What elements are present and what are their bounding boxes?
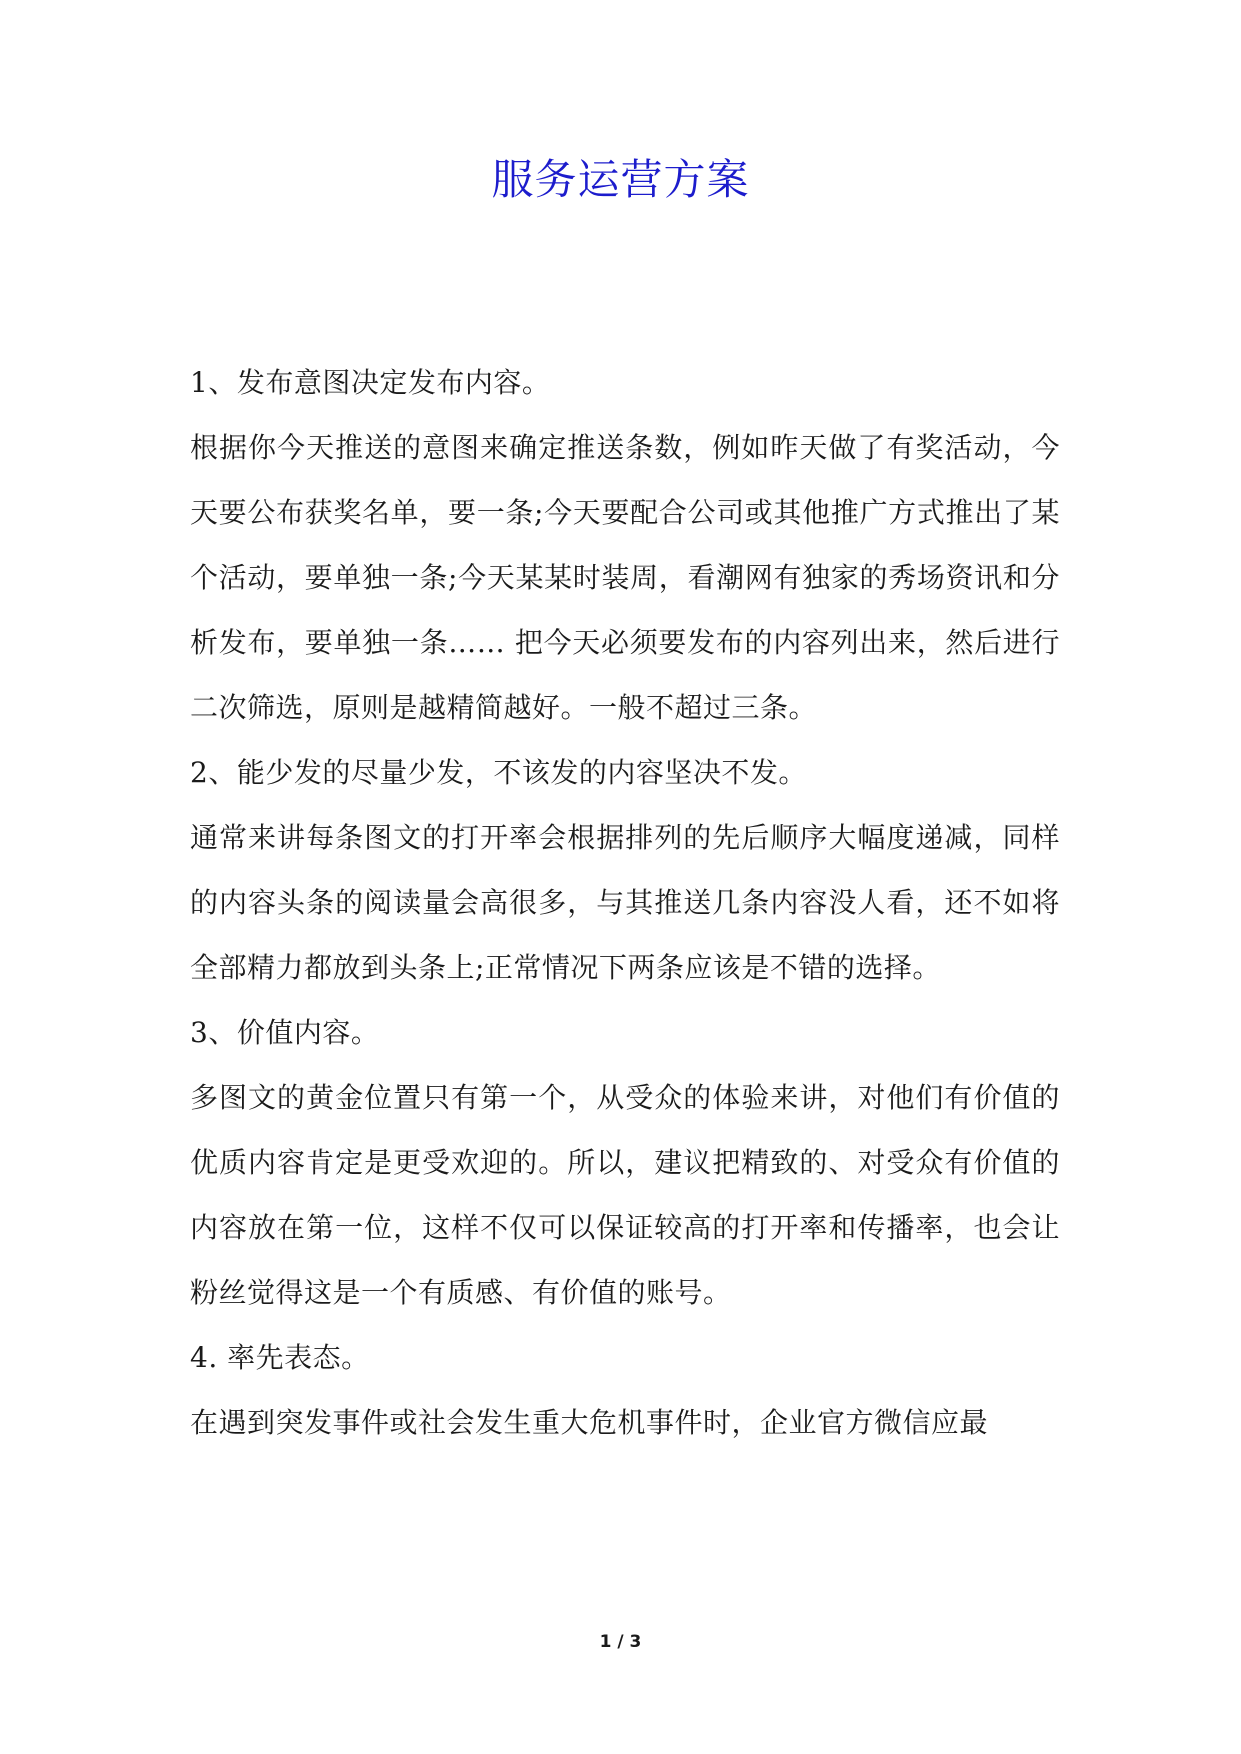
paragraph-heading-3: 3、价值内容。 bbox=[190, 1016, 380, 1049]
paragraph-heading-1: 1、发布意图决定发布内容。 bbox=[190, 366, 551, 399]
document-title: 服务运营方案 bbox=[491, 155, 750, 204]
paragraph-heading-2: 2、能少发的尽量少发，不该发的内容坚决不发。 bbox=[190, 756, 807, 789]
paragraph: 多图文的黄金位置只有第一个，从受众的体验来讲，对他们有价值的优质内容肯定是更受欢迎的。所以，建议把精致的、对受众有价值的内容放在第一位，这样不仅可以保证较高的打开率和传播率，也会让粉丝觉得这是一个有质感、有价值的账号。 bbox=[190, 1081, 1060, 1309]
paragraph: 通常来讲每条图文的打开率会根据排列的先后顺序大幅度递减，同样的内容头条的阅读量会高很多，与其推送几条内容没人看，还不如将全部精力都放到头条上;正常情况下两条应该是不错的选择。 bbox=[190, 821, 1060, 984]
document-body bbox=[190, 350, 1060, 1455]
paragraph: 根据你今天推送的意图来确定推送条数，例如昨天做了有奖活动，今天要公布获奖名单，要一条;今天要配合公司或其他推广方式推出了某个活动，要单独一条;今天某某时装周，看潮网有独家的秀场资讯和分析发布，要单独一条…… 把今天必须要发布的内容列出来，然后进行二次筛选，原则是越精简越好。一般不超过三条。 bbox=[190, 431, 1060, 724]
paragraph: 在遇到突发事件或社会发生重大危机事件时，企业官方微信应最 bbox=[190, 1406, 989, 1439]
page-number: 1 / 3 bbox=[599, 1632, 642, 1652]
paragraph-heading-4: 4. 率先表态。 bbox=[190, 1341, 370, 1374]
